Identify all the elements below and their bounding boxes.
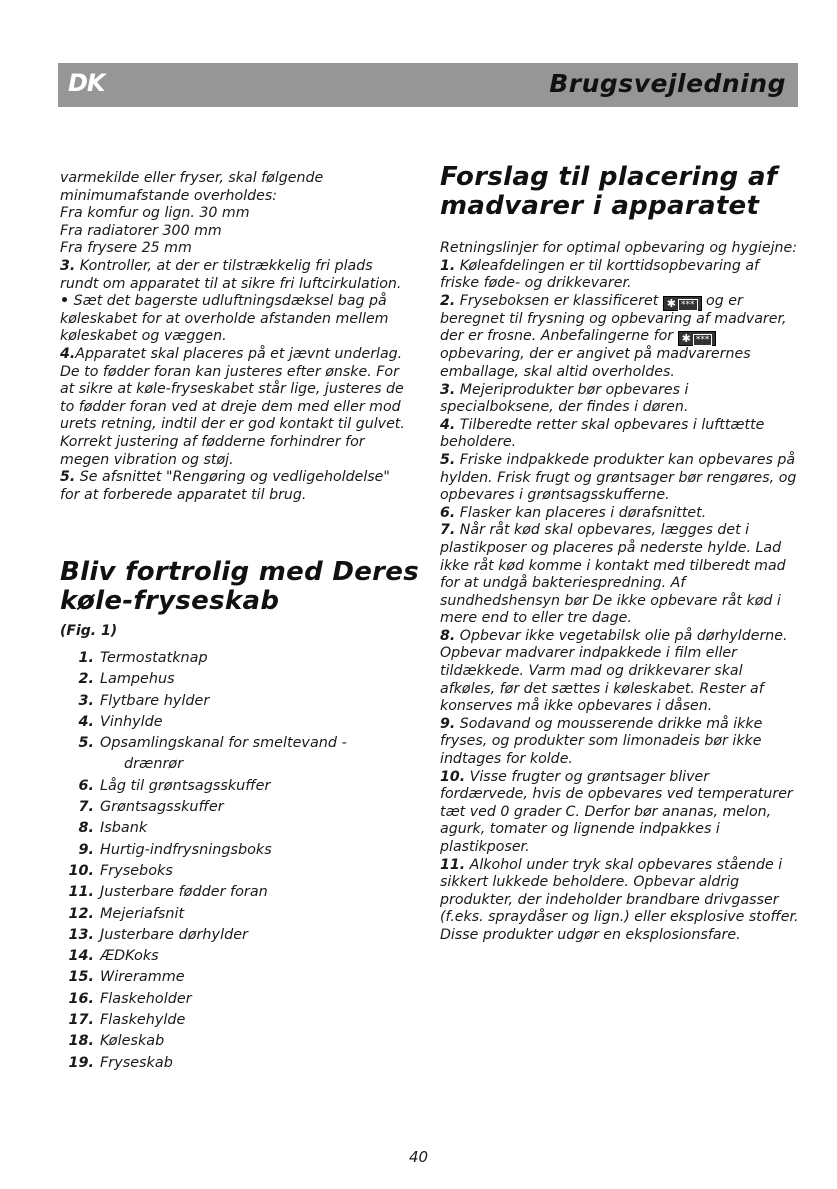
paragraph: 7. Når råt kød skal opbevares, lægges det i plastikposer og placeres på nederste hylde. Lad ikke råt kød komme i kontakt med tilberedt mad for at undgå bakteriespredning. Af sundhedshensyn bør De ikke opbevare råt kød i mere end to eller tre dage.	[440, 522, 786, 627]
freezer-star-rating-icon: ✱ ***	[678, 331, 717, 346]
paragraph: 1. Køleafdelingen er til korttidsopbevaring af friske føde- og drikkevarer.	[440, 257, 760, 292]
list-item: 4. Vinhylde	[78, 713, 163, 730]
list-item: 14. ÆDKoks	[68, 948, 159, 965]
paragraph: Retningslinjer for optimal opbevaring og hygiejne:	[440, 240, 798, 256]
list-item: 16. Flaskeholder	[68, 990, 192, 1007]
list-item: 1. Termostatknap	[78, 650, 208, 666]
figure-label: (Fig. 1)	[60, 623, 118, 639]
paragraph: 3. Kontroller, at der er tilstrækkelig fri plads rundt om apparatet til at sikre fri luftcirkulation.	[60, 257, 402, 292]
list-item: 2. Lampehus	[78, 671, 175, 688]
paragraph: Fra frysere 25 mm	[60, 240, 192, 257]
list-item: 10. Fryseboks	[68, 862, 173, 879]
paragraph: 3. Mejeriprodukter bør opbevares i specialboksene, der findes i døren.	[440, 381, 689, 416]
paragraph: 2. Fryseboksen er klassificeret ✱ *** og er beregnet til frysning og opbevaring af madvarer, der er frosne. Anbefalingerne for ✱ *** opbevaring, der er angivet på madvarernes emballage, skal altid overholdes.	[440, 292, 787, 380]
section-heading-placement: Forslag til placering af madvarer i apparatet	[440, 162, 778, 221]
paragraph: 6. Flasker kan placeres i dørafsnittet.	[440, 504, 707, 521]
header-title: Brugsvejledning	[549, 69, 786, 98]
paragraph: Fra radiatorer 300 mm	[60, 222, 222, 239]
paragraph: varmekilde eller fryser, skal følgende minimumafstande overholdes:	[60, 170, 324, 204]
page-number: 40	[408, 1148, 429, 1166]
paragraph: 5. Friske indpakkede produkter kan opbevares på hylden. Frisk frugt og grøntsager bør rengøres, og opbevares i grøntsagsskufferne.	[440, 451, 797, 504]
paragraph: 5. Se afsnittet "Rengøring og vedligeholdelse" for at forberede apparatet til brug.	[60, 469, 390, 503]
page-header	[58, 63, 798, 107]
list-item: 7. Grøntsagsskuffer	[78, 799, 224, 816]
list-item: 11. Justerbare fødder foran	[68, 884, 268, 901]
paragraph: 4. Tilberedte retter skal opbevares i lufttætte beholdere.	[440, 416, 765, 451]
right-column-text	[440, 240, 800, 945]
list-item: 17. Flaskehylde	[68, 1012, 186, 1029]
paragraph: 4.Apparatet skal placeres på et jævnt underlag. De to fødder foran kan justeres efter ønske. For at sikre at køle-fryseskabet står lige, justeres de to fødder foran ved at dreje dem med eller mod urets retning, indtil der er god kontakt til gulvet. Korrekt justering af fødderne forhindrer for megen vibration og støj.	[60, 345, 405, 468]
list-item: 19. Fryseskab	[68, 1054, 173, 1071]
left-intro-text	[60, 170, 405, 504]
list-item: 13. Justerbare dørhylder	[68, 926, 248, 943]
list-item: 12. Mejeriafsnit	[68, 905, 185, 922]
paragraph: • Sæt det bagerste udluftningsdæksel bag på køleskabet for at overholde afstanden mellem køleskabet og væggen.	[60, 293, 389, 345]
parts-list	[60, 648, 400, 1074]
list-item: 6. Låg til grøntsagsskuffer	[78, 777, 271, 794]
language-code: DK	[68, 69, 105, 97]
paragraph: 9. Sodavand og mousserende drikke må ikke fryses, og produkter som limonadeis bør ikke indtages for kolde.	[440, 715, 763, 768]
paragraph: 11. Alkohol under tryk skal opbevares stående i sikkert lukkede beholdere. Opbevar aldrig produkter, der indeholder brandbare drivgasser (f.eks. spraydåser og lign.) eller eksplosive stoffer. Disse produkter udgør en eksplosionsfare.	[440, 856, 799, 943]
list-item: 9. Hurtig-indfrysningsboks	[78, 841, 272, 858]
list-item: 15. Wireramme	[68, 969, 185, 986]
paragraph: Fra komfur og lign. 30 mm	[60, 205, 250, 222]
list-item: 8. Isbank	[78, 820, 148, 837]
list-item: 3. Flytbare hylder	[78, 692, 210, 709]
freezer-star-rating-icon: ✱ ***	[663, 296, 702, 311]
paragraph: 10. Visse frugter og grøntsager bliver fordærvede, hvis de opbevares ved temperaturer tæt ved 0 grader C. Derfor bør ananas, melon, agurk, tomater og lignende indpakkes i plastikposer.	[440, 768, 793, 855]
list-item: 18. Køleskab	[68, 1033, 165, 1050]
list-item: 5. Opsamlingskanal for smeltevand -	[78, 735, 347, 752]
paragraph: 8. Opbevar ikke vegetabilsk olie på dørhylderne. Opbevar madvarer indpakkede i film eller tildækkede. Varm mad og drikkevarer skal afkøles, før det sættes i køleskabet. Rester af konserves må ikke opbevares i dåsen.	[440, 627, 788, 715]
list-item: drænrør	[124, 756, 184, 773]
section-heading-familiarize: Bliv fortrolig med Deres køle-fryseskab	[60, 557, 419, 616]
